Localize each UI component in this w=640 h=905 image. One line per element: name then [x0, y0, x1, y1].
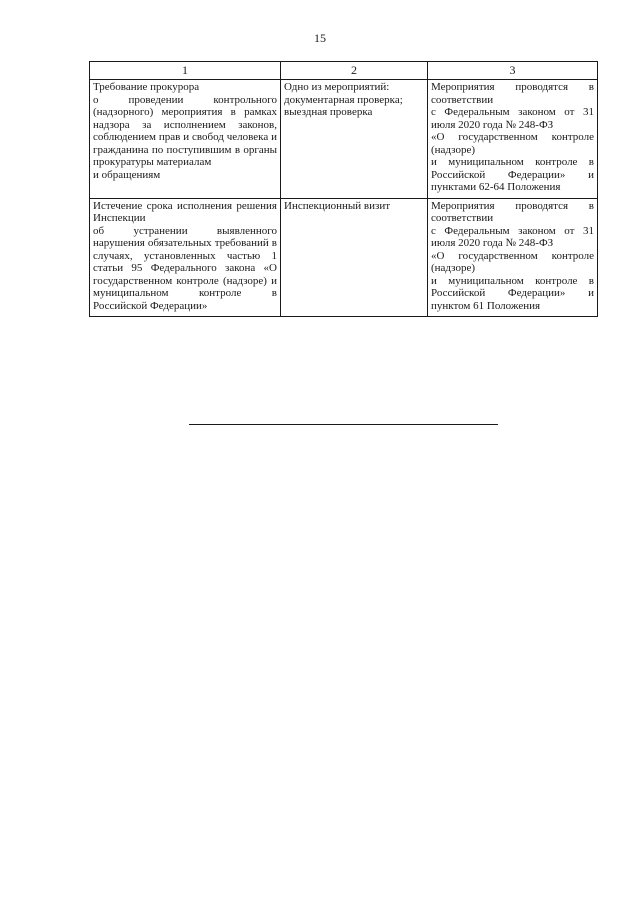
column-header-2: 2: [281, 62, 428, 80]
table-cell-note: [428, 198, 598, 317]
cell-text: Инспекционный визит: [284, 199, 391, 212]
table-row: [90, 80, 598, 199]
column-header-1: 1: [90, 62, 281, 80]
cell-text: Мероприятия проводятся в соответствии с Федеральным законом от 31 июля 2020 года № 248-ФЗ «О государственном контроле (надзоре) и муниципальном контроле в Российской Федерации» и пунктом 61 Положения: [431, 199, 594, 312]
cell-text: Истечение срока исполнения решения Инспекции об устранении выявленного нарушения обязательных требований в случаях, установленных частью 1 статьи 95 Федерального закона «О государственном контроле (надзоре) и муниципальном контроле в Российской Федерации»: [93, 199, 277, 312]
column-header-3: 3: [428, 62, 598, 80]
table-header-row: [90, 62, 598, 80]
cell-text: Требование прокурора о проведении контрольного (надзорного) мероприятия в рамках надзора за исполнением законов, соблюдением прав и свобод человека и гражданина по поступившим в органы прокуратуры материалам и обращениям: [93, 81, 277, 181]
table-cell-measure: [281, 198, 428, 317]
cell-text: Одно из мероприятий: документарная проверка; выездная проверка: [284, 81, 403, 118]
table-row: [90, 198, 598, 317]
cell-text: Мероприятия проводятся в соответствии с Федеральным законом от 31 июля 2020 года № 248-ФЗ «О государственном контроле (надзоре) и муниципальном контроле в Российской Федерации» и пунктами 62-64 Положения: [431, 81, 594, 193]
table-cell-ground: [90, 80, 281, 199]
table-cell-measure: [281, 80, 428, 199]
table-cell-ground: [90, 198, 281, 317]
table-cell-note: [428, 80, 598, 199]
page-number: 15: [314, 31, 326, 45]
end-of-document-line: [189, 424, 498, 425]
measures-table: [89, 61, 598, 317]
